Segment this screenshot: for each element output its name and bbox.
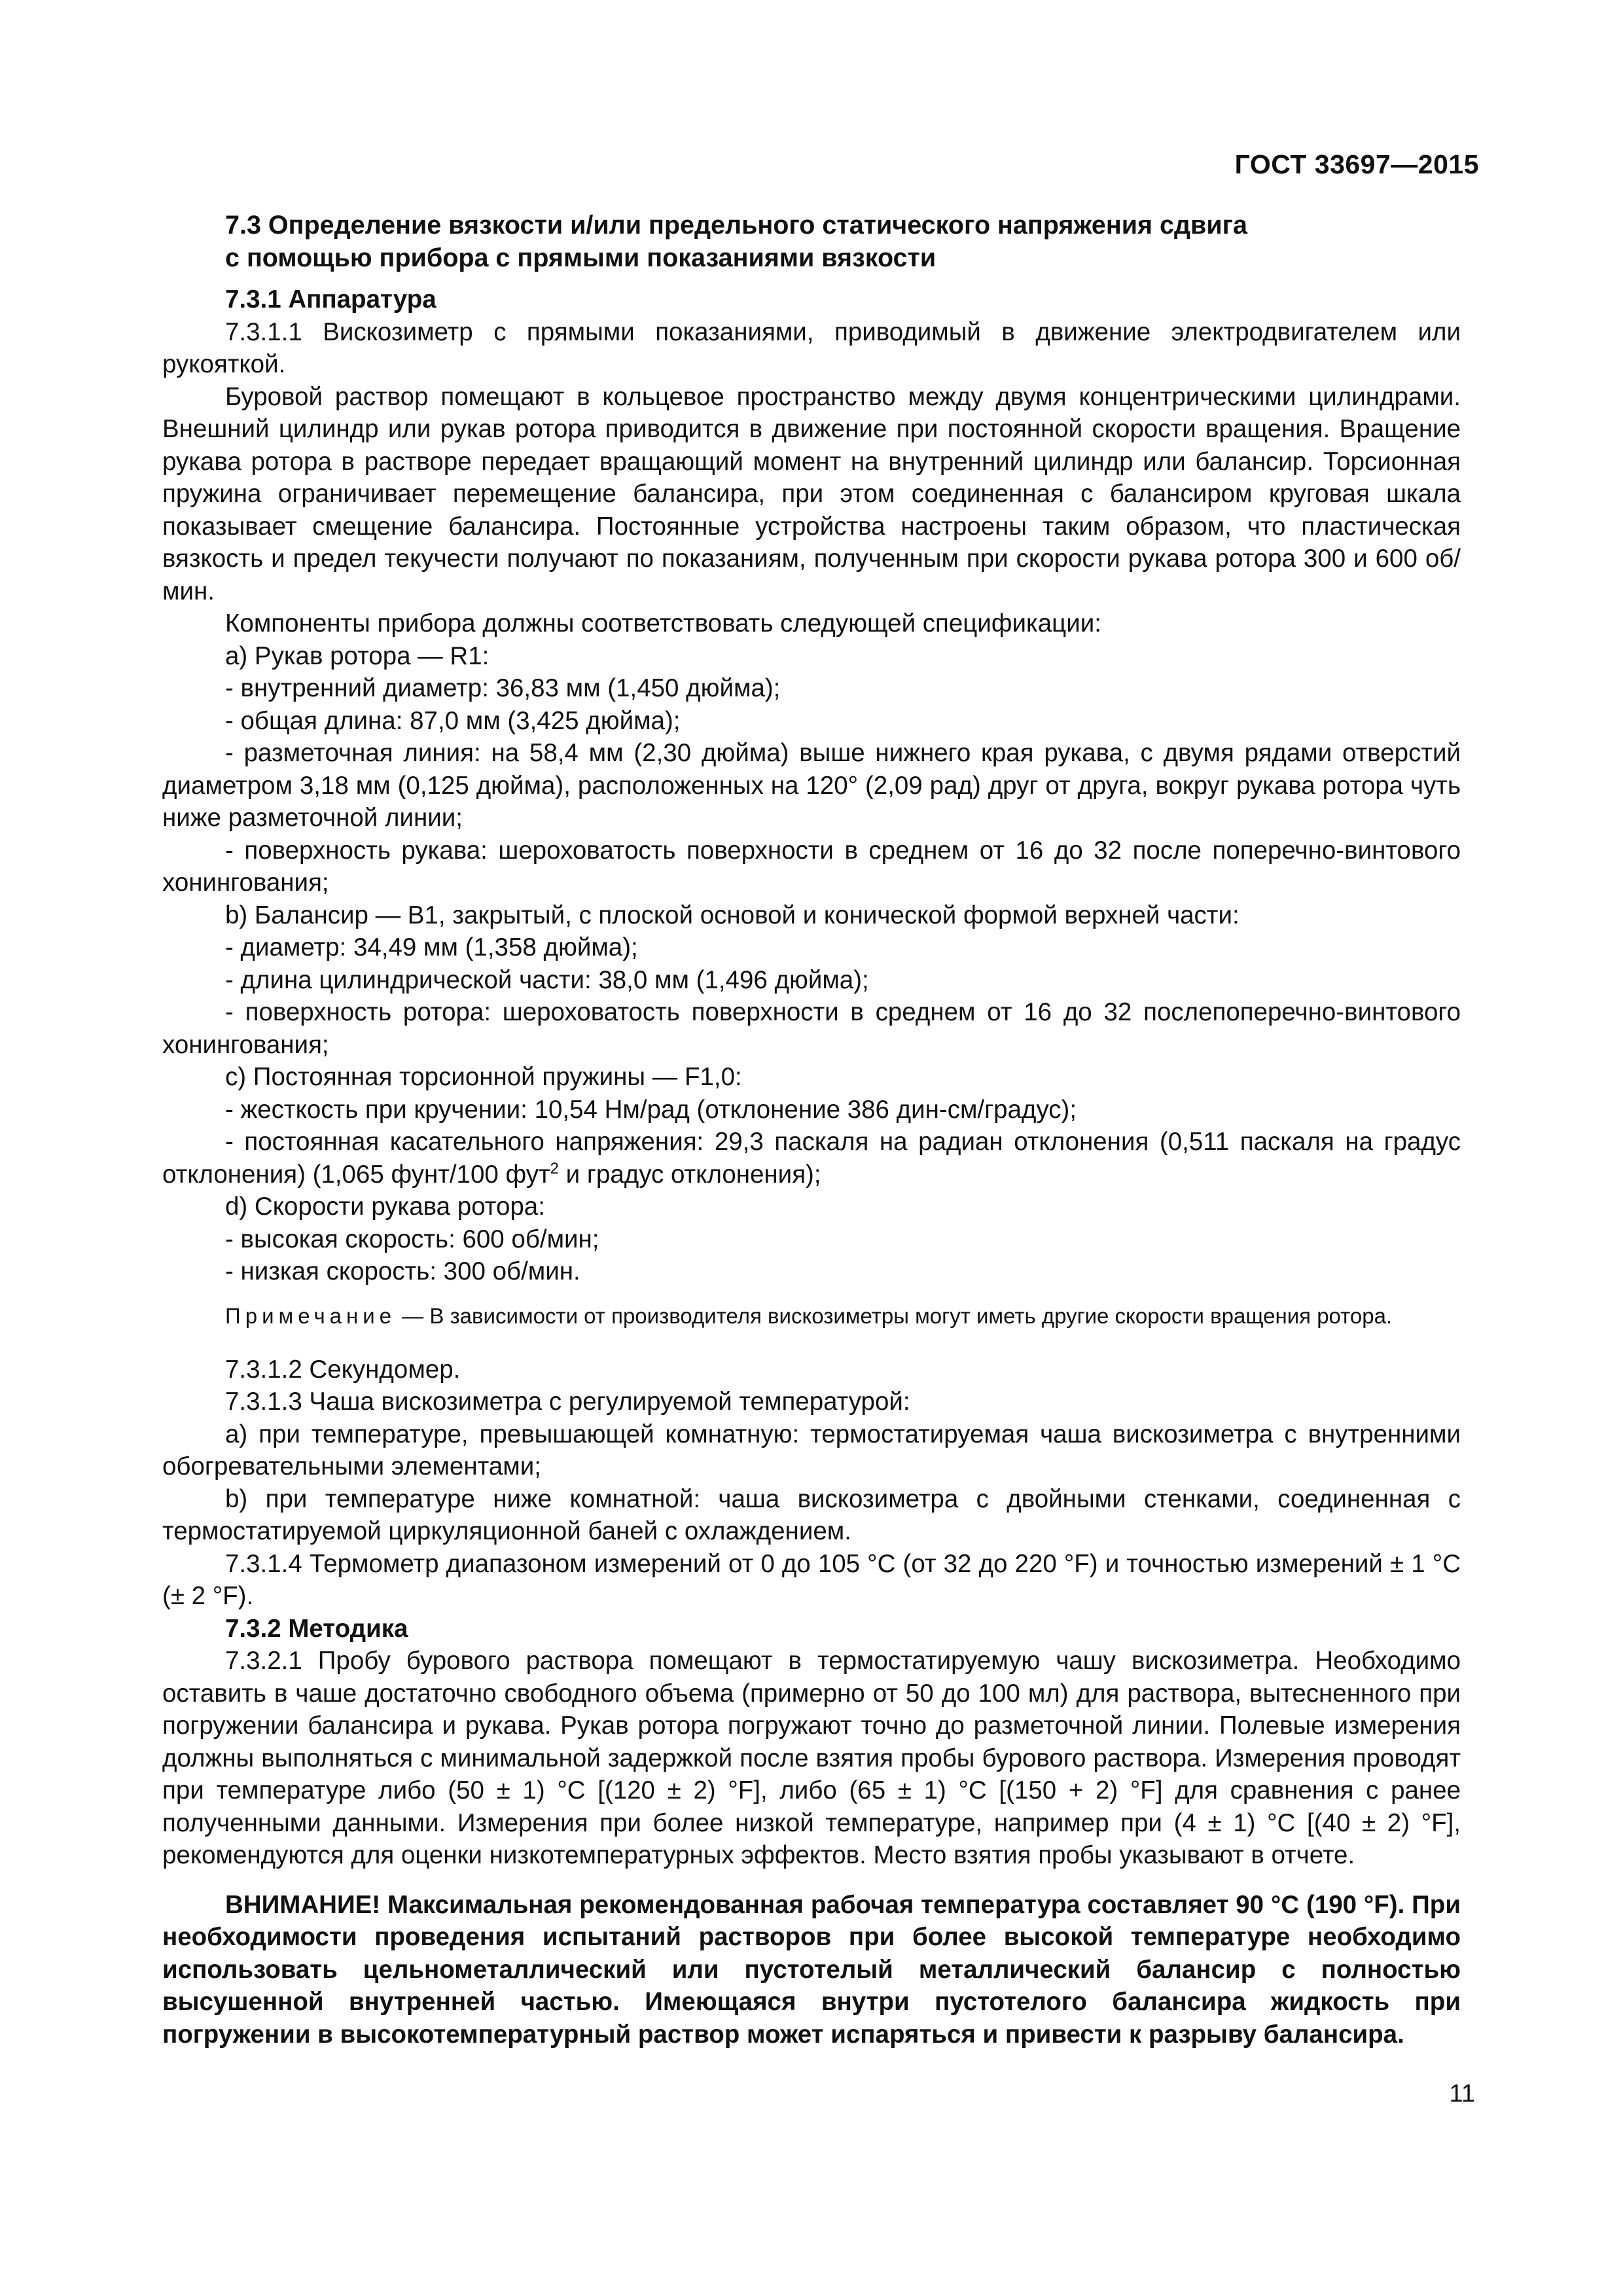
paragraph-principle: Буровой раствор помещают в кольцевое пространство между двумя концентрическими цилиндрами. Внешний цилиндр или рукав ротора приводится в движение при постоянной скорости вращения. Вращение рукава ротора в растворе передает вращающий момент на внутренний цилиндр или балансир. Торсионная пружина ограничивает перемещение балансира, при этом соединенная с балансиром круговая шкала показывает смещение балансира. Постоянные устройства настроены таким образом, что пластическая вязкость и предел текучести получают по показаниям, полученным при скорости рукава ротора 300 и 600 об/мин. [162,382,1461,605]
paragraph-7-3-1-4: 7.3.1.4 Термометр диапазоном измерений от 0 до 105 °С (от 32 до 220 °F) и точностью измерений ± 1 °С (± 2 °F). [162,1549,1461,1610]
item-a-heading: а) Рукав ротора — R1: [225,641,490,670]
paragraph-components: Компоненты прибора должны соответствовать следующей спецификации: [225,609,1101,637]
list-item: - диаметр: 34,49 мм (1,358 дюйма); [225,933,638,961]
list-item: - высокая скорость: 600 об/мин; [225,1225,599,1253]
list-item: - внутренний диаметр: 36,83 мм (1,450 дюйма); [225,674,781,702]
paragraph-7-3-1-2: 7.3.1.2 Секундомер. [225,1355,461,1384]
list-item-shear-constant [162,1126,1461,1191]
note-text: — В зависимости от производителя вискозиметры могут иметь другие скорости вращения ротора. [396,1303,1393,1328]
paragraph-7-3-1-1: 7.3.1.1 Вискозиметр с прямыми показаниями, приводимый в движение электродвигателем или рукояткой. [162,317,1461,378]
method-heading: 7.3.2 Методика [225,1614,408,1643]
section-title-line-1: 7.3 Определение вязкости и/или предельного статического напряжения сдвига [225,211,1248,240]
section-title-line-2: с помощью прибора с прямыми показаниями вязкости [225,243,936,272]
note-label: Примечание [225,1303,397,1328]
shear-constant-tail: и градус отклонения); [558,1160,821,1189]
item-d-heading: d) Скорости рукава ротора: [225,1193,545,1221]
list-item: - поверхность рукава: шероховатость поверхности в среднем от 16 до 32 после поперечно-винтового хонингования; [162,836,1461,897]
apparatus-heading: 7.3.1 Аппаратура [225,285,437,314]
shear-constant-text: - постоянная касательного напряжения: 29,3 паскаля на радиан отклонения (0,511 паскаля на градус отклонения) (1,065 фунт/100 фут [162,1128,1461,1189]
paragraph-below-room-temp: b) при температуре ниже комнатной: чаша вискозиметра с двойными стенками, соединенная с термостатируемой циркуляционной баней с охлаждением. [162,1484,1461,1545]
list-item: - разметочная линия: на 58,4 мм (2,30 дюйма) выше нижнего края рукава, с двумя рядами отверстий диаметром 3,18 мм (0,125 дюйма), расположенных на 120° (2,09 рад) друг от друга, вокруг рукава ротора чуть ниже разметочной линии; [162,739,1461,832]
list-item: - низкая скорость: 300 об/мин. [225,1257,580,1285]
note [162,1301,1461,1331]
standard-number: ГОСТ 33697—2015 [1234,149,1479,179]
paragraph-above-room-temp: а) при температуре, превышающей комнатную: термостатируемая чаша вискозиметра с внутренними обогревательными элементами; [162,1420,1461,1480]
page-number: 11 [1449,2080,1475,2108]
section-title [162,209,1461,274]
item-c-heading: c) Постоянная торсионной пружины — F1,0: [225,1063,742,1091]
paragraph-7-3-2-1: 7.3.2.1 Пробу бурового раствора помещают в термостатируемую чашу вискозиметра. Необходимо оставить в чаше достаточно свободного объема (примерно от 50 до 100 мл) для раствора, вытесненного при погружении балансира и рукава. Рукав ротора погружают точно до разметочной линии. Полевые измерения должны выполняться с минимальной задержкой после взятия пробы бурового раствора. Измерения проводят при температуре либо (50 ± 1) °С [(120 ± 2) °F], либо (65 ± 1) °С [(150 + 2) °F] для сравнения с ранее полученными данными. Измерения при более низкой температуре, например при (4 ± 1) °С [(40 ± 2) °F], рекомендуются для оценки низкотемпературных эффектов. Место взятия пробы указывают в отчете. [162,1647,1461,1869]
warning-paragraph: ВНИМАНИЕ! Максимальная рекомендованная рабочая температура составляет 90 °С (190 °F). При необходимости проведения испытаний растворов при более высокой температуре необходимо использовать цельнометаллический или пустотелый металлический балансир с полностью высушенной внутренней частью. Имеющаяся внутри пустотелого балансира жидкость при погружении в высокотемпературный раствор может испаряться и привести к разрыву балансира. [162,1890,1461,2049]
page-body [162,209,1461,2051]
list-item: - общая длина: 87,0 мм (3,425 дюйма); [225,706,681,735]
superscript-2: 2 [550,1159,559,1177]
list-item: - поверхность ротора: шероховатость поверхности в среднем от 16 до 32 послепоперечно-винтового хонингования; [162,998,1461,1059]
paragraph-7-3-1-3: 7.3.1.3 Чаша вискозиметра с регулируемой температурой: [225,1388,910,1416]
list-item: - жесткость при кручении: 10,54 Нм/рад (отклонение 386 дин-см/градус); [225,1095,1077,1124]
list-item: - длина цилиндрической части: 38,0 мм (1,496 дюйма); [225,965,869,994]
item-b-heading: b) Балансир — B1, закрытый, с плоской основой и конической формой верхней части: [225,901,1240,929]
